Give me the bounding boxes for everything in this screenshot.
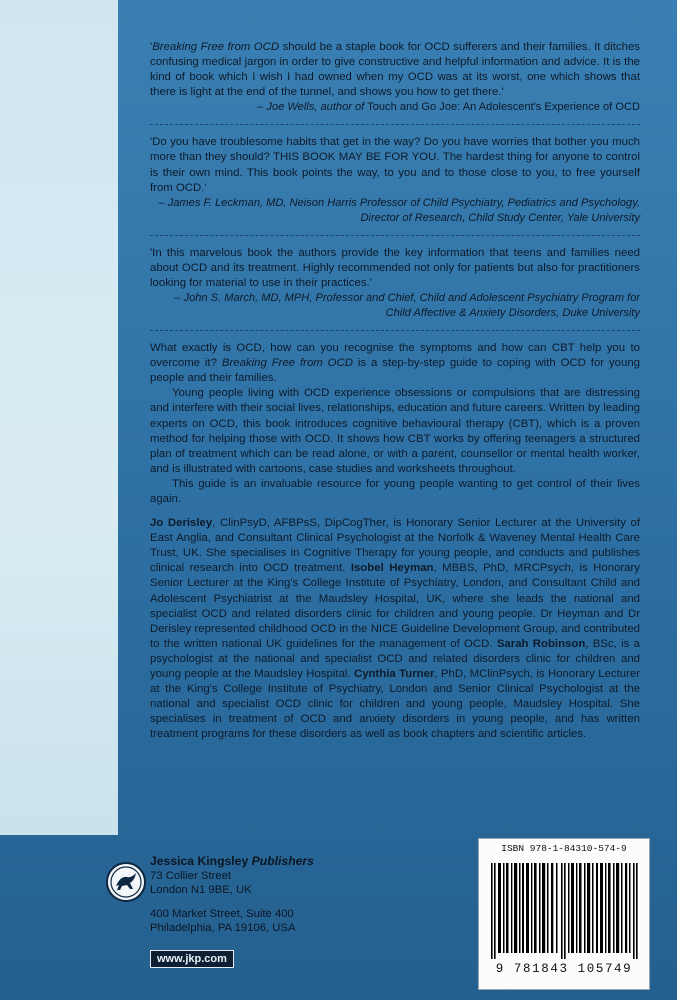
author-name: Cynthia Turner	[354, 668, 435, 680]
book-title: Breaking Free from OCD	[152, 41, 280, 53]
quote-1-attribution: – Joe Wells, author of Touch and Go Joe: An Adolescent's Experience of OCD	[257, 101, 640, 114]
address-line: 400 Market Street, Suite 400	[150, 907, 294, 920]
quote-3-attribution-line-1: – John S. March, MD, MPH, Professor and Chief, Child and Adolescent Psychiatry Program for	[174, 292, 640, 305]
divider	[150, 235, 640, 236]
barcode-digits: 9 781843 105749	[495, 962, 633, 976]
publisher-name: Jessica Kingsley Publishers	[150, 854, 314, 868]
description-paragraph-3: This guide is an invaluable resource for young people wanting to get control of their lives again.	[150, 477, 640, 505]
description-paragraph-1: What exactly is OCD, how can you recognise the symptoms and how can CBT help you to overcome it? Breaking Free from OCD is a step-by-step guide to coping with OCD for young people and their families.	[150, 342, 641, 385]
quote-3-attribution-line-2: Child Affective & Anxiety Disorders, Duke University	[385, 307, 640, 320]
quote-2-attribution-line-1: – James F. Leckman, MD, Neison Harris Professor of Child Psychiatry, Pediatrics and Psychology,	[158, 196, 640, 209]
cover-text	[150, 40, 640, 754]
publisher-website: www.jkp.com	[150, 950, 234, 968]
author-name: Jo Derisley	[150, 517, 213, 530]
address-line: Philadelphia, PA 19106, USA	[150, 922, 296, 934]
isbn-barcode	[478, 838, 650, 990]
author-name: Isobel Heyman	[350, 562, 434, 575]
divider	[150, 124, 640, 125]
address-line: London N1 9BE, UK	[150, 884, 252, 896]
book-description	[150, 341, 640, 507]
quote-3: 'In this marvelous book the authors provide the key information that teens and families need about OCD and its treatment. Highly recommended not only for patients but also for practitioners looking for material to use in their practices.'	[150, 246, 640, 289]
light-side-panel	[0, 0, 118, 835]
isbn-label: ISBN 978-1-84310-574-9	[501, 843, 627, 854]
quote-2-attribution-line-2: Director of Research, Child Study Center, Yale University	[360, 211, 640, 224]
quote-2: 'Do you have troublesome habits that get in the way? Do you have worries that bother you much more than they should? THIS BOOK MAY BE FOR YOU. The hardest thing for anyone to control is their own mind. This book points the way, to you and to those close to you, to free yourself from OCD.'	[150, 136, 640, 194]
address-line: 73 Collier Street	[150, 869, 231, 882]
author-name: Sarah Robinson	[496, 637, 586, 650]
quote-1: 'Breaking Free from OCD should be a staple book for OCD sufferers and their families. It ditches confusing medical jargon in order to give constructive and helpful information and advice. It is the kind of book which I wish I had owned when my OCD was at its worst, one which shows that there is light at the end of the tunnel, and shows you how to get there.'	[150, 41, 641, 99]
barcode-bars	[489, 863, 639, 959]
description-paragraph-2: Young people living with OCD experience obsessions or compulsions that are distressing and interfere with their social lives, relationships, education and future careers. Written by leading experts on OCD, this book introduces cognitive behavioural therapy (CBT), which is a proven method for helping those with OCD. It shows how CBT works by offering teenagers a structured plan of treatment which can be read alone, or with a parent, counsellor or mental health worker, and is illustrated with cartoons, case studies and worksheets throughout.	[150, 387, 640, 475]
author-biographies: Jo Derisley, ClinPsyD, AFBPsS, DipCogTher, is Honorary Senior Lecturer at the University of East Anglia, and Consultant Clinical Psychologist at the Norfolk & Waveney Mental Health Care Trust, UK. She specialises in Cognitive Therapy for young people, and conducts and publishes clinical research into OCD treatment. Isobel Heyman, MBBS, PhD, MRCPsych, is Honorary Senior Lecturer at the King's College Institute of Psychiatry, London, and Consultant Child and Adolescent Psychiatrist at the Maudsley Hospital, UK, where she leads the national and specialist OCD and related disorders clinic for children and young people. Dr Heyman and Dr Derisley represented childhood OCD in the NICE Guideline Development Group, and contributed to the written national UK guidelines for the management of OCD. Sarah Robinson, BSc, is a psychologist at the national and specialist OCD and related disorders clinic for children and young people at the Maudsley Hospital. Cynthia Turner, PhD, MClinPsych, is Honorary Lecturer at the King's College Institute of Psychiatry, London and Senior Clinical Psychologist at the national and specialist OCD clinic for children and young people, Maudsley Hospital. She specialises in treatment of OCD and anxiety disorders in young people, and has written treatment programs for these disorders as well as book chapters and scientific articles.	[150, 517, 640, 741]
publisher-logo-icon	[106, 862, 146, 902]
divider	[150, 330, 640, 331]
publisher-info	[150, 854, 314, 936]
